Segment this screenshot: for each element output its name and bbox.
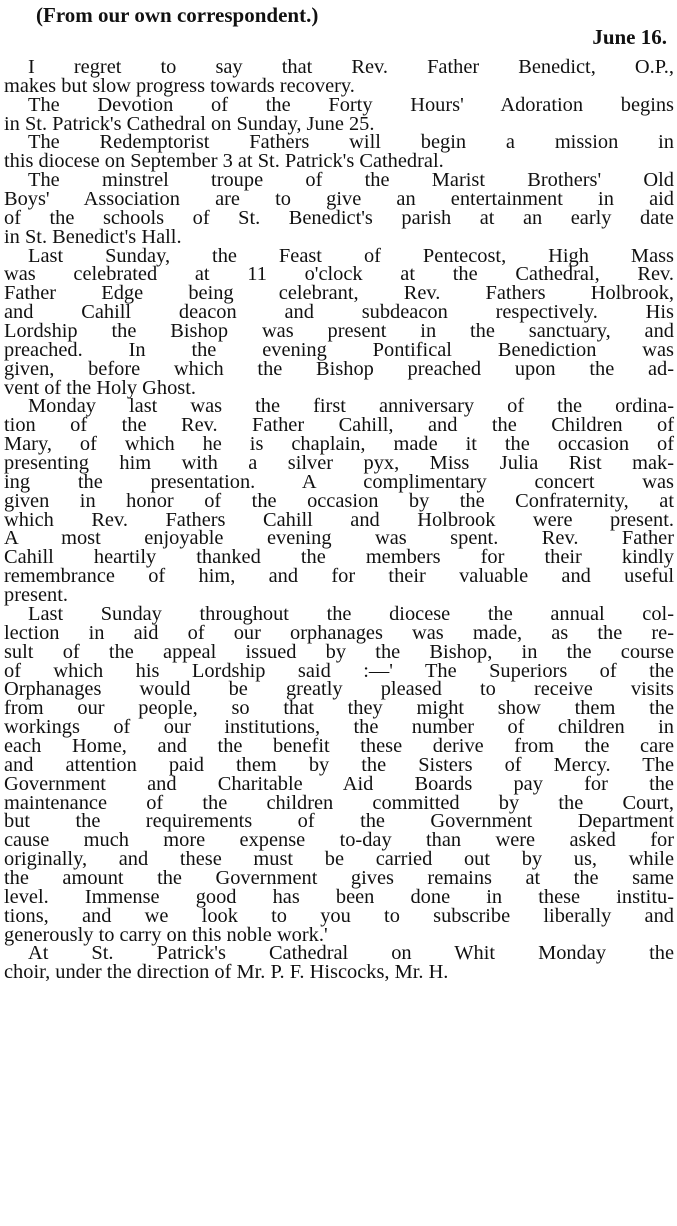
article-body — [4, 58, 674, 982]
text-line: remembrance of him, and for their valuable and useful — [4, 565, 674, 588]
text-line: the amount the Government gives remains at the same — [4, 866, 674, 889]
text-line: Last Sunday, the Feast of Pentecost, High Mass — [28, 244, 674, 267]
text-line: ing the presentation. A complimentary concert was — [4, 470, 674, 493]
correspondent-heading: (From our own correspondent.) — [36, 3, 319, 27]
text-line: Mary, of which he is chaplain, made it the occasion of — [4, 433, 674, 456]
text-line: was celebrated at 11 o'clock at the Cathedral, Rev. — [4, 263, 674, 286]
dateline: June 16. — [592, 25, 667, 49]
text-line: lection in aid of our orphanages was made, as the re- — [4, 621, 674, 644]
text-line: given, before which the Bishop preached upon the ad- — [4, 357, 674, 380]
text-line: from our people, so that they might show them the — [4, 697, 674, 720]
text-line: in St. Benedict's Hall. — [4, 225, 182, 248]
text-line: A most enjoyable evening was spent. Rev. Father — [4, 527, 674, 550]
article-paragraph — [4, 171, 674, 246]
text-line: Cahill heartily thanked the members for their kindly — [4, 546, 674, 569]
text-line: which Rev. Fathers Cahill and Holbrook were present. — [4, 508, 674, 531]
text-line: The Devotion of the Forty Hours' Adoration begins — [28, 93, 674, 116]
text-line: cause much more expense to-day than were asked for — [4, 829, 674, 852]
text-line: Government and Charitable Aid Boards pay for the — [4, 772, 674, 795]
text-line: generously to carry on this noble work.' — [4, 923, 328, 946]
article-paragraph — [4, 133, 674, 171]
text-line: I regret to say that Rev. Father Benedict, O.P., — [28, 56, 674, 78]
text-line: sult of the appeal issued by the Bishop, in the course — [4, 640, 674, 663]
text-line: tions, and we look to you to subscribe liberally and — [4, 904, 674, 927]
text-line: Lordship the Bishop was present in the sanctuary, and — [4, 320, 674, 343]
article-paragraph — [4, 602, 674, 946]
text-line: makes but slow progress towards recovery. — [4, 74, 355, 97]
text-line: and Cahill deacon and subdeacon respectively. His — [4, 301, 674, 324]
text-line: originally, and these must be carried out by us, while — [4, 848, 674, 871]
text-line: each Home, and the benefit these derive from the care — [4, 734, 674, 757]
text-line: Last Sunday throughout the diocese the annual col- — [28, 602, 674, 625]
text-line: of which his Lordship said :—' The Superiors of the — [4, 659, 674, 682]
text-line: maintenance of the children committed by the Court, — [4, 791, 674, 814]
text-line: and attention paid them by the Sisters of Mercy. The — [4, 753, 674, 776]
article-paragraph — [4, 58, 674, 96]
text-line: of the schools of St. Benedict's parish at an early date — [4, 206, 674, 229]
text-line: but the requirements of the Government Department — [4, 810, 674, 833]
text-line: given in honor of the occasion by the Confraternity, at — [4, 489, 674, 512]
text-line: presenting him with a silver pyx, Miss Julia Rist mak- — [4, 452, 674, 475]
text-line: choir, under the direction of Mr. P. F. Hiscocks, Mr. H. — [4, 961, 449, 984]
text-line: The Redemptorist Fathers will begin a mission in — [28, 131, 674, 154]
text-line: Boys' Association are to give an entertainment in aid — [4, 188, 674, 211]
article-paragraph — [4, 244, 674, 399]
text-line: preached. In the evening Pontifical Benediction was — [4, 338, 674, 361]
text-line: Father Edge being celebrant, Rev. Fathers Holbrook, — [4, 282, 674, 305]
article-paragraph — [4, 944, 674, 982]
text-line: At St. Patrick's Cathedral on Whit Monday the — [28, 942, 674, 965]
text-line: Monday last was the first anniversary of the ordina- — [28, 395, 674, 418]
text-line: tion of the Rev. Father Cahill, and the Children of — [4, 414, 674, 437]
article-paragraph — [4, 93, 674, 135]
text-line: present. — [4, 584, 68, 607]
text-line: level. Immense good has been done in these institu- — [4, 885, 674, 908]
text-line: The minstrel troupe of the Marist Brothers' Old — [28, 169, 674, 192]
text-line: in St. Patrick's Cathedral on Sunday, June 25. — [4, 112, 375, 135]
text-line: workings of our institutions, the number of children in — [4, 716, 674, 739]
text-line: Orphanages would be greatly pleased to receive visits — [4, 678, 674, 701]
text-line: this diocese on September 3 at St. Patrick's Cathedral. — [4, 150, 444, 173]
article-paragraph — [4, 395, 674, 607]
text-line: vent of the Holy Ghost. — [4, 376, 196, 399]
